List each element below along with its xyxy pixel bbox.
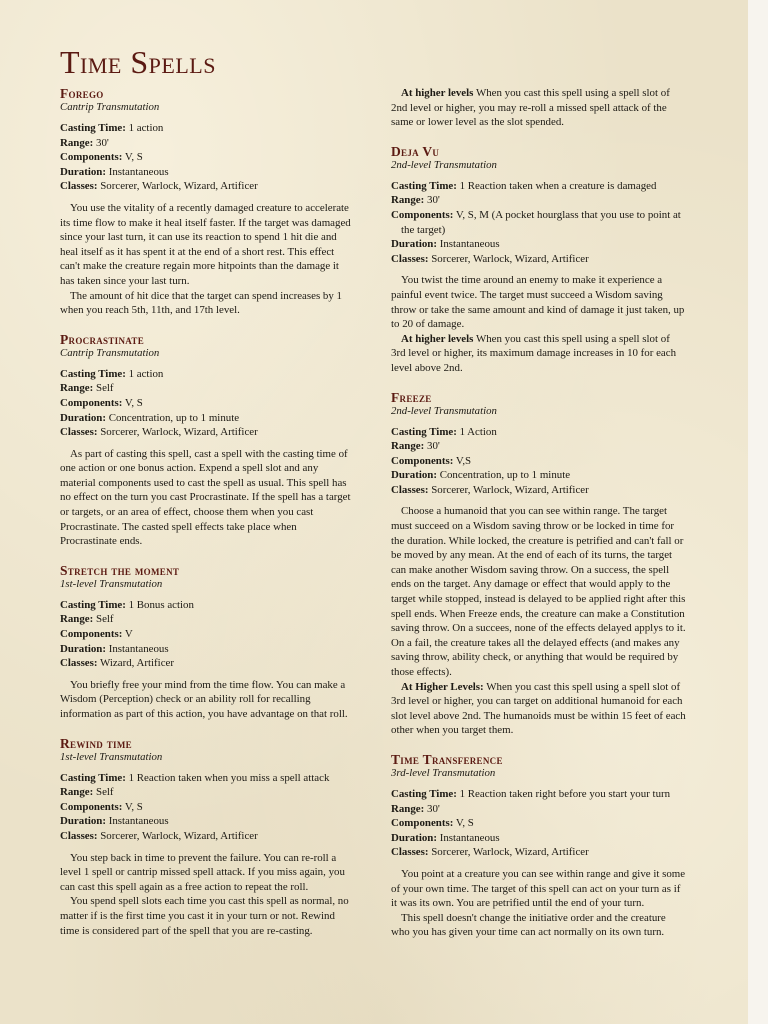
spell-stats: [391, 179, 686, 267]
spell-type: Cantrip Transmutation: [60, 101, 160, 113]
spell-stats: [60, 367, 355, 440]
higher-levels-text: When you cast this spell using a spell slot of 3rd level or higher, you can target on additional humanoid for each slot level above 2nd. The humanoids must be within 15 feet of each other when you target them.: [391, 680, 686, 737]
stat-label: Duration:: [60, 411, 106, 424]
description-paragraph: Choose a humanoid that you can see within range. The target must succeed on a Wisdom saving throw or be locked in time for the duration. While locked, the creature is petrified and can't fall or be moved by any mean. At the end of each of its turns, the target can make another Wisdom saving throw. On a success, the spell ends on the target. Any damage or effect that would apply to the target while stopped, instead is delayed to be applied right after this spell ends. When Freeze ends, the creature can make a Constitution saving throw. On a succees, none of the effects delayed applys to it. On a fail, the creature takes all the delayed effects (and makes any saving throw, ability check, or anything that would be required by those effects).: [391, 505, 686, 678]
spell-description: [60, 447, 355, 549]
spell-description: [60, 201, 355, 318]
description-paragraph: You spend spell slots each time you cast this spell as normal, no matter if is the first time you cast it in your turn or not. Rewind time is considered part of the spell that you are re-casting.: [60, 895, 349, 937]
higher-levels-text: When you cast this spell using a spell slot of 3rd level or higher, its maximum damage increases in 10 for each level above 2nd.: [391, 332, 677, 374]
higher-levels-text: When you cast this spell using a spell slot of 2nd level or higher, you may re-roll a missed spell attack of the same or lower level as the slot spended.: [391, 87, 670, 129]
stat-components: [391, 816, 686, 831]
stat-value: 1 Action: [459, 425, 497, 438]
stat-value: Instantaneous: [439, 238, 500, 251]
stat-label: Duration:: [60, 642, 106, 655]
stat-range: [60, 381, 355, 396]
stat-label: Classes:: [391, 252, 429, 265]
stat-components: [391, 208, 686, 237]
stat-value: 1 action: [128, 122, 164, 134]
stat-label: Classes:: [60, 829, 98, 842]
stat-classes: [391, 483, 686, 498]
stat-value: 1 action: [128, 367, 164, 380]
higher-levels-label: At higher levels: [401, 332, 474, 345]
stat-label: Duration:: [391, 469, 437, 482]
stat-value: Self: [96, 382, 114, 395]
stat-value: V,S: [455, 454, 472, 467]
spell-description: [60, 851, 355, 939]
stat-components: [60, 627, 355, 642]
spell-type: Cantrip Transmutation: [60, 346, 160, 359]
stat-components: [391, 454, 686, 469]
stat-value: Sorcerer, Warlock, Wizard, Artificer: [100, 180, 258, 193]
description-paragraph: You point at a creature you can see within range and give it some of your own time. The target of this spell can act on your turn as if it was its own. You are petrified until the end of your turn.: [391, 867, 686, 910]
higher-levels-label: At higher levels: [401, 87, 474, 99]
spell-type: 1st-level Transmutation: [60, 577, 163, 590]
stat-value: Sorcerer, Warlock, Wizard, Artificer: [431, 252, 589, 265]
stat-value: Instantaneous: [108, 165, 169, 178]
stat-label: Classes:: [60, 657, 98, 670]
stat-value: 1 Bonus action: [128, 598, 194, 611]
stat-label: Casting Time:: [60, 367, 126, 380]
stat-range: [391, 193, 686, 208]
page-title: Time Spells: [60, 44, 216, 80]
stat-label: Duration:: [391, 831, 437, 844]
spell-stats: [391, 787, 686, 860]
spell-description: [391, 504, 686, 738]
stat-label: Range:: [60, 786, 94, 799]
page-right-margin: [748, 0, 768, 1024]
stat-value: Instantaneous: [439, 831, 500, 844]
stat-value: Concentration, up to 1 minute: [439, 469, 571, 482]
stat-value: Sorcerer, Warlock, Wizard, Artificer: [431, 846, 589, 859]
stat-label: Components:: [391, 817, 454, 830]
stat-casting-time: [60, 598, 355, 613]
stat-components: [60, 800, 355, 815]
stat-label: Range:: [60, 136, 94, 149]
stat-label: Classes:: [391, 483, 429, 496]
spell-procrastinate: [60, 332, 355, 549]
stat-value: V, S, M (A pocket hourglass that you use to point at the target): [401, 208, 681, 236]
stat-range: [391, 439, 686, 454]
stat-label: Casting Time:: [391, 179, 457, 192]
description-paragraph: As part of casting this spell, cast a spell with the casting time of one action or one bonus action. Expend a spell slot and any material components used to cast the spell as usual. This spell has no effect on the turn you cast Procrastinate. If the spell has a target or targets, or an area of effect, choose them when you cast Procrastinate. The casted spell effects take place when Procrastinate ends.: [60, 447, 351, 548]
stat-value: Self: [96, 613, 114, 626]
stat-duration: [391, 237, 686, 252]
spell-name: Stretch the moment: [60, 562, 180, 578]
stat-label: Components:: [391, 208, 454, 221]
stat-range: [60, 785, 355, 800]
spell-stats: [60, 598, 355, 671]
stat-label: Classes:: [391, 846, 429, 859]
stat-range: [391, 802, 686, 817]
stat-value: Sorcerer, Warlock, Wizard, Artificer: [100, 426, 258, 439]
stat-label: Casting Time:: [60, 771, 126, 784]
stat-label: Components:: [391, 454, 454, 467]
stat-components: [60, 396, 355, 411]
stat-value: Sorcerer, Warlock, Wizard, Artificer: [431, 483, 589, 496]
stat-value: 1 Reaction taken when a creature is damaged: [459, 179, 657, 192]
spell-stats: [60, 121, 355, 194]
stat-components: [60, 150, 355, 165]
stat-classes: [391, 845, 686, 860]
spell-stats: [60, 771, 355, 844]
higher-levels-paragraph: [391, 680, 686, 738]
spell-stretch-the-moment: [60, 563, 355, 722]
stat-duration: [60, 411, 355, 426]
spell-name: Forego: [60, 86, 104, 101]
spell-stats: [391, 425, 686, 498]
stat-value: V, S: [455, 817, 474, 830]
stat-duration: [391, 831, 686, 846]
description-paragraph: This spell doesn't change the initiative order and the creature who you has given your time can act normally on its own turn.: [391, 911, 666, 939]
description-paragraph: The amount of hit dice that the target can spend increases by 1 when you reach 5th, 11th, and 17th level.: [60, 289, 342, 317]
stat-label: Classes:: [60, 426, 98, 439]
spell-description: [391, 273, 686, 375]
stat-value: 30': [427, 194, 440, 207]
spell-description: [60, 678, 355, 722]
stat-classes: [60, 179, 355, 194]
stat-label: Range:: [391, 440, 425, 453]
stat-classes: [60, 829, 355, 844]
stat-value: V: [124, 628, 133, 641]
spell-type: 3rd-level Transmutation: [391, 766, 496, 779]
spell-forego: [60, 86, 355, 318]
higher-levels-paragraph: [391, 332, 686, 376]
stat-value: 30': [427, 440, 440, 453]
stat-label: Range:: [60, 382, 94, 395]
stat-label: Duration:: [391, 238, 437, 251]
spell-name: Procrastinate: [60, 331, 144, 347]
stat-label: Components:: [60, 628, 123, 641]
spell-freeze: [391, 390, 686, 738]
stat-casting-time: [60, 771, 355, 786]
stat-range: [60, 136, 355, 151]
rewind-higher-levels: [391, 86, 686, 130]
description-paragraph: You use the vitality of a recently damaged creature to accelerate its time flow to make it heal itself faster. If the target was damaged since your last turn, it can use its reaction to spend 1 hit die and heal itself as it has spent it at the end of a short rest. This effect can't make the creature regain more hitpoints than the damage it has taken since your last turn.: [60, 201, 351, 287]
stat-duration: [60, 814, 355, 829]
stat-label: Duration:: [60, 815, 106, 828]
stat-duration: [60, 642, 355, 657]
spell-type: 2nd-level Transmutation: [391, 404, 497, 417]
stat-label: Range:: [391, 194, 425, 207]
higher-levels-label: At Higher Levels:: [401, 680, 484, 693]
stat-label: Duration:: [60, 165, 106, 178]
stat-label: Classes:: [60, 180, 98, 193]
spell-name: Time Transference: [391, 751, 503, 767]
stat-value: V, S: [124, 151, 143, 164]
stat-casting-time: [391, 179, 686, 194]
stat-classes: [391, 252, 686, 267]
stat-label: Components:: [60, 151, 123, 164]
stat-duration: [391, 468, 686, 483]
stat-casting-time: [391, 787, 686, 802]
spell-type: 2nd-level Transmutation: [391, 158, 497, 171]
stat-value: Concentration, up to 1 minute: [108, 411, 240, 424]
spell-deja-vu: [391, 144, 686, 376]
stat-casting-time: [60, 121, 355, 136]
stat-label: Components:: [60, 800, 123, 813]
spell-name: Freeze: [391, 389, 432, 405]
stat-value: Instantaneous: [108, 642, 169, 655]
stat-value: Wizard, Artificer: [100, 657, 174, 670]
stat-value: 30': [427, 802, 440, 815]
stat-value: V, S: [124, 800, 143, 813]
spell-time-transference: [391, 752, 686, 940]
spell-rewind-time: [60, 736, 355, 939]
left-column: [60, 86, 355, 952]
spell-type: 1st-level Transmutation: [60, 750, 163, 763]
stat-label: Range:: [391, 802, 425, 815]
stat-value: 30': [96, 136, 109, 149]
stat-value: Instantaneous: [108, 815, 169, 828]
description-paragraph: You step back in time to prevent the failure. You can re-roll a level 1 spell or cantrip missed spell attack. If you miss again, you can cast this spell again as a free action to repeat the roll.: [60, 851, 345, 893]
stat-range: [60, 612, 355, 627]
stat-label: Range:: [60, 613, 94, 626]
stat-casting-time: [60, 367, 355, 382]
stat-label: Casting Time:: [60, 598, 126, 611]
spell-name: Deja Vu: [391, 143, 440, 159]
stat-label: Casting Time:: [391, 787, 457, 800]
stat-label: Casting Time:: [60, 122, 126, 134]
stat-value: 1 Reaction taken right before you start your turn: [459, 787, 671, 800]
spell-name: Rewind time: [60, 735, 132, 751]
stat-label: Casting Time:: [391, 425, 457, 438]
description-paragraph: You twist the time around an enemy to make it experience a painful event twice. The target must succeed a Wisdom saving throw or take the same amount and kind of damage it just taken, up to 20 of damage.: [391, 274, 685, 331]
stat-label: Components:: [60, 396, 123, 409]
right-column: [391, 86, 686, 954]
stat-value: V, S: [124, 396, 143, 409]
description-paragraph: You briefly free your mind from the time flow. You can make a Wisdom (Perception) check or an ability roll for recalling information as part of this action, you have advantage on that roll.: [60, 678, 348, 720]
stat-value: Self: [96, 786, 114, 799]
higher-levels-paragraph: [391, 86, 686, 130]
stat-classes: [60, 425, 355, 440]
stat-classes: [60, 656, 355, 671]
stat-casting-time: [391, 425, 686, 440]
spell-description: [391, 867, 686, 940]
stat-value: 1 Reaction taken when you miss a spell attack: [128, 771, 330, 784]
stat-value: Sorcerer, Warlock, Wizard, Artificer: [100, 829, 258, 842]
stat-duration: [60, 165, 355, 180]
